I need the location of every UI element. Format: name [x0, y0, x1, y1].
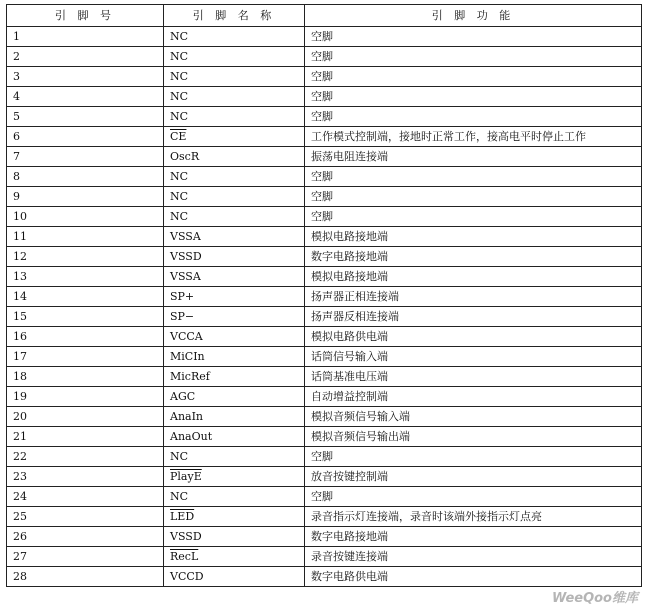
pin-function-table [6, 4, 642, 587]
table-row [7, 127, 642, 147]
pin-name-cell: NC [164, 447, 305, 467]
pin-function-cell: 模拟电路供电端 [305, 327, 642, 347]
pin-number-cell: 4 [7, 87, 164, 107]
pin-name-cell: AnaIn [164, 407, 305, 427]
header-pin-number: 引 脚 号 [7, 5, 164, 27]
pin-function-cell: 数字电路接地端 [305, 247, 642, 267]
pin-function-cell: 空脚 [305, 487, 642, 507]
pin-number-cell: 17 [7, 347, 164, 367]
pin-name-cell: MicRef [164, 367, 305, 387]
pin-name-cell: $\overline{LED}$ [164, 507, 305, 527]
pin-number-cell: 2 [7, 47, 164, 67]
table-row [7, 87, 642, 107]
pin-number-cell: 23 [7, 467, 164, 487]
table-row [7, 67, 642, 87]
pin-number-cell: 13 [7, 267, 164, 287]
pin-number-cell: 20 [7, 407, 164, 427]
pin-number-cell: 26 [7, 527, 164, 547]
pin-name-cell: NC [164, 207, 305, 227]
pin-number-cell: 12 [7, 247, 164, 267]
table-row [7, 407, 642, 427]
table-row [7, 527, 642, 547]
pin-function-cell: 模拟电路接地端 [305, 227, 642, 247]
table-row [7, 207, 642, 227]
pin-number-cell: 25 [7, 507, 164, 527]
pin-name-cell: NC [164, 67, 305, 87]
table-row [7, 107, 642, 127]
table-row [7, 487, 642, 507]
pin-name-cell: VCCA [164, 327, 305, 347]
pin-number-cell: 18 [7, 367, 164, 387]
pin-number-cell: 6 [7, 127, 164, 147]
pin-number-cell: 10 [7, 207, 164, 227]
table-row [7, 307, 642, 327]
table-row [7, 547, 642, 567]
header-pin-name: 引 脚 名 称 [164, 5, 305, 27]
table-row [7, 507, 642, 527]
pin-function-cell: 放音按键控制端 [305, 467, 642, 487]
pin-number-cell: 11 [7, 227, 164, 247]
table-row [7, 367, 642, 387]
pin-name-cell: NC [164, 47, 305, 67]
pin-number-cell: 9 [7, 187, 164, 207]
pin-name-cell: MiCIn [164, 347, 305, 367]
pin-number-cell: 3 [7, 67, 164, 87]
pin-number-cell: 1 [7, 27, 164, 47]
table-body [7, 27, 642, 587]
pin-name-cell: PlayE [164, 467, 305, 487]
table-row [7, 567, 642, 587]
pin-number-cell: 14 [7, 287, 164, 307]
pin-name-cell: $\overline{CE}$ [164, 127, 305, 147]
pin-function-cell: 扬声器反相连接端 [305, 307, 642, 327]
pin-function-cell: 空脚 [305, 47, 642, 67]
table-row [7, 327, 642, 347]
table-row [7, 147, 642, 167]
pin-function-cell: 空脚 [305, 167, 642, 187]
pin-function-cell: 空脚 [305, 207, 642, 227]
pin-function-cell: 空脚 [305, 27, 642, 47]
table-row [7, 467, 642, 487]
pin-function-cell: 空脚 [305, 447, 642, 467]
pin-function-cell: 话筒基准电压端 [305, 367, 642, 387]
table-row [7, 387, 642, 407]
pin-function-cell: 模拟音频信号输出端 [305, 427, 642, 447]
table-row [7, 267, 642, 287]
watermark-logo: WeeQoo维库 [551, 591, 638, 606]
pin-name-cell: SP− [164, 307, 305, 327]
pin-function-cell: 录音指示灯连接端，录音时该端外接指示灯点亮 [305, 507, 642, 527]
pin-name-cell: VCCD [164, 567, 305, 587]
pin-number-cell: 16 [7, 327, 164, 347]
pin-name-cell: NC [164, 107, 305, 127]
pin-function-cell: 空脚 [305, 87, 642, 107]
pin-number-cell: 27 [7, 547, 164, 567]
pin-function-cell: 自动增益控制端 [305, 387, 642, 407]
pin-function-cell: 空脚 [305, 187, 642, 207]
pin-name-cell: NC [164, 187, 305, 207]
pin-function-cell: 模拟电路接地端 [305, 267, 642, 287]
pin-function-cell: 空脚 [305, 67, 642, 87]
pin-function-cell: 振荡电阻连接端 [305, 147, 642, 167]
table-row [7, 227, 642, 247]
pin-name-cell: VSSA [164, 227, 305, 247]
pin-number-cell: 8 [7, 167, 164, 187]
pin-number-cell: 7 [7, 147, 164, 167]
pin-function-cell: 录音按键连接端 [305, 547, 642, 567]
pin-function-cell: 工作模式控制端，接地时正常工作，接高电平时停止工作 [305, 127, 642, 147]
table-row [7, 427, 642, 447]
pin-number-cell: 28 [7, 567, 164, 587]
pin-function-cell: 话筒信号输入端 [305, 347, 642, 367]
pin-name-cell: AnaOut [164, 427, 305, 447]
pin-function-cell: 模拟音频信号输入端 [305, 407, 642, 427]
pin-function-cell: 数字电路供电端 [305, 567, 642, 587]
pin-name-cell: NC [164, 87, 305, 107]
pin-number-cell: 5 [7, 107, 164, 127]
pin-function-cell: 扬声器正相连接端 [305, 287, 642, 307]
table-row [7, 187, 642, 207]
table-row [7, 47, 642, 67]
pin-name-cell: NC [164, 27, 305, 47]
pin-name-cell: OscR [164, 147, 305, 167]
table-row [7, 247, 642, 267]
pin-number-cell: 15 [7, 307, 164, 327]
table-row [7, 27, 642, 47]
pin-number-cell: 22 [7, 447, 164, 467]
pin-name-cell: VSSD [164, 247, 305, 267]
pin-number-cell: 21 [7, 427, 164, 447]
pin-function-cell: 空脚 [305, 107, 642, 127]
pin-name-cell: VSSA [164, 267, 305, 287]
pin-name-cell: RecL [164, 547, 305, 567]
pin-number-cell: 24 [7, 487, 164, 507]
table-row [7, 287, 642, 307]
table-row [7, 447, 642, 467]
pin-name-cell: AGC [164, 387, 305, 407]
pin-name-cell: NC [164, 167, 305, 187]
pin-number-cell: 19 [7, 387, 164, 407]
pin-name-cell: VSSD [164, 527, 305, 547]
header-pin-function: 引 脚 功 能 [305, 5, 642, 27]
pin-name-cell: NC [164, 487, 305, 507]
header-row [7, 5, 642, 27]
pin-function-cell: 数字电路接地端 [305, 527, 642, 547]
table-row [7, 347, 642, 367]
pin-name-cell: SP+ [164, 287, 305, 307]
table-row [7, 167, 642, 187]
